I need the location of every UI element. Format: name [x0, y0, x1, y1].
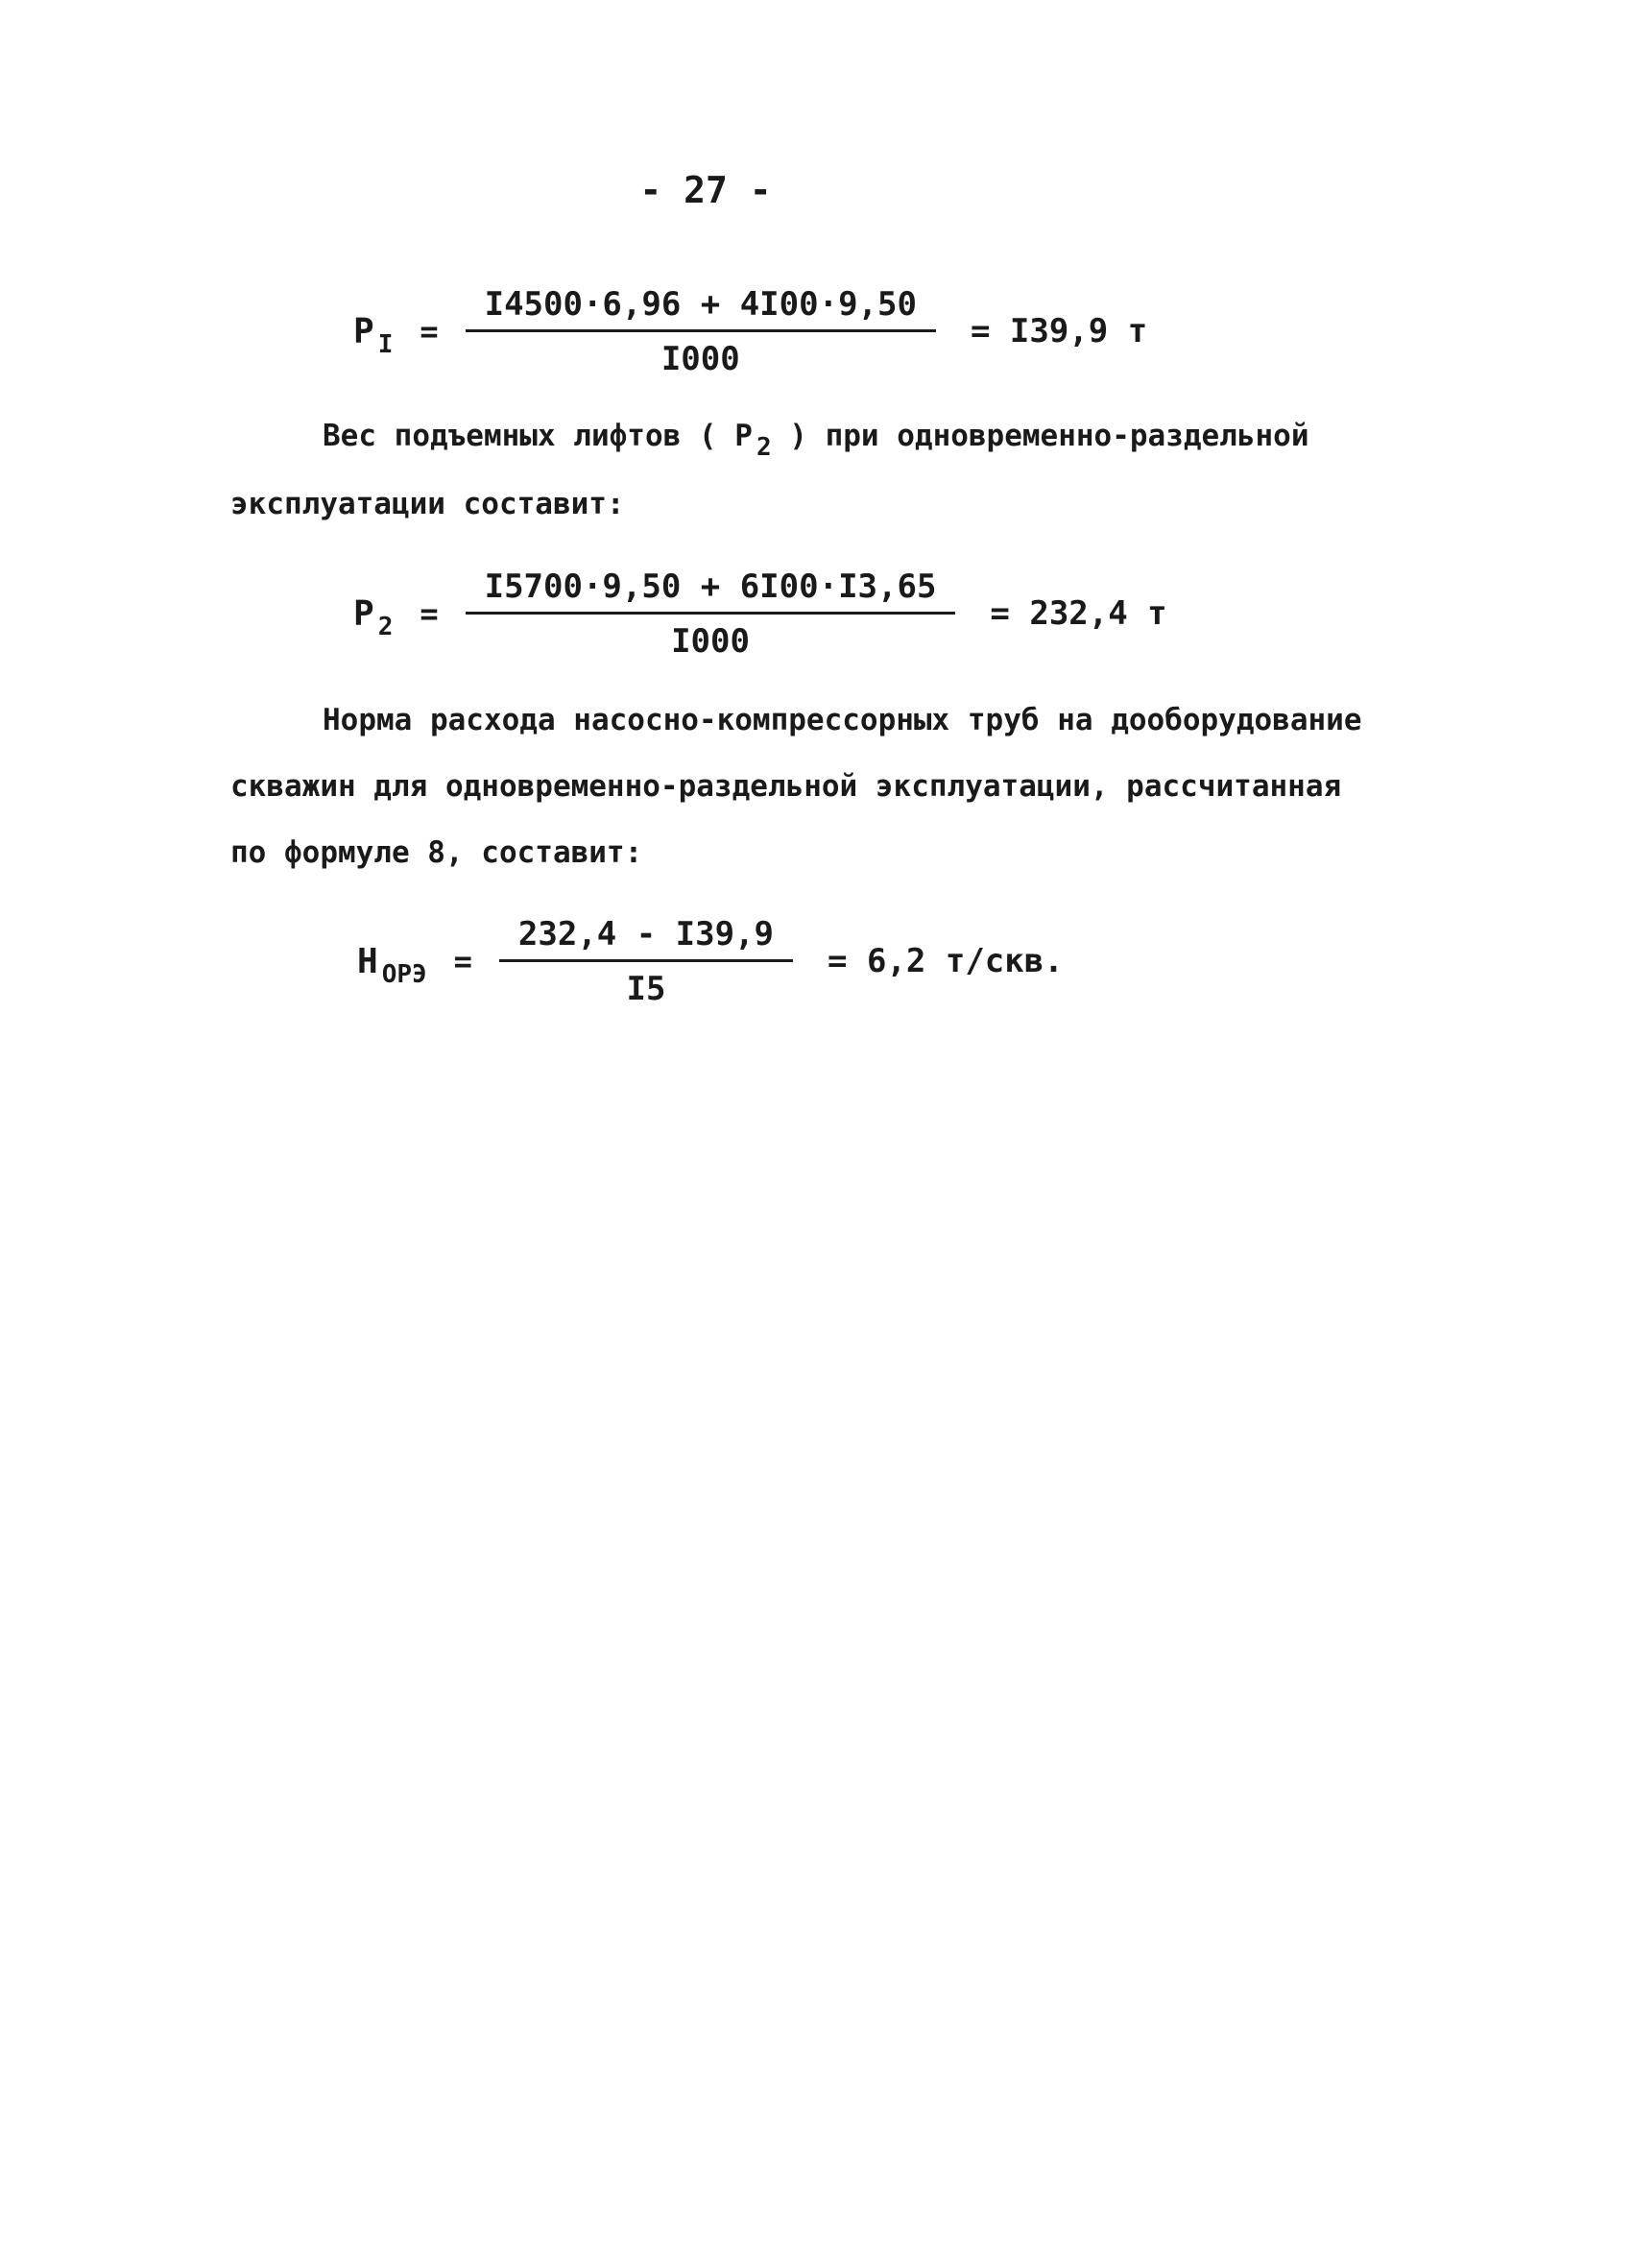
formula-p1-subscript: I	[377, 330, 394, 359]
paragraph-lift-weight-subscript: 2	[756, 433, 772, 462]
formula-n-ore-lhs	[357, 941, 427, 989]
formula-n-ore-result: = 6,2 т/скв.	[828, 942, 1064, 980]
paragraph-consumption-norm-line-1: Норма расхода насосно-компрессорных труб на дооборудование	[323, 703, 1362, 737]
formula-p2-numerator: I5700·9,50 + 6I00·I3,65	[484, 567, 937, 606]
formula-p2-denominator: I000	[671, 621, 750, 661]
formula-p1	[353, 278, 1147, 384]
formula-p1-result: = I39,9 т	[970, 312, 1148, 350]
formula-p1-symbol: P	[353, 311, 374, 351]
formula-n-ore	[357, 908, 1064, 1014]
formula-p2-subscript: 2	[377, 613, 394, 641]
formula-p2-symbol: P	[353, 593, 374, 634]
formula-p1-fraction	[466, 285, 936, 378]
paragraph-lift-weight	[230, 403, 1382, 538]
formula-n-ore-fraction	[499, 915, 793, 1008]
paragraph-consumption-norm	[230, 688, 1382, 886]
paragraph-lift-weight-line-1-text: Вес подъемных лифтов ( Р	[323, 419, 753, 453]
paragraph-lift-weight-line-1-end: ) при одновременно-раздельной	[771, 419, 1309, 453]
formula-p2-fraction	[466, 567, 956, 661]
paragraph-lift-weight-line-2: эксплуатации составит:	[230, 487, 625, 521]
formula-p1-numerator: I4500·6,96 + 4I00·9,50	[484, 284, 917, 324]
paragraph-consumption-norm-line-3: по формуле 8, составит:	[230, 835, 643, 870]
formula-n-ore-denominator: I5	[626, 969, 666, 1008]
formula-n-ore-symbol: Н	[357, 941, 378, 981]
paragraph-consumption-norm-line-2: скважин для одновременно-раздельной эксплуатации, рассчитанная	[230, 769, 1342, 804]
formula-p1-equals: =	[420, 313, 439, 350]
formula-p2-result: = 232,4 т	[990, 594, 1167, 633]
formula-p2-equals: =	[420, 595, 439, 632]
formula-p2	[353, 561, 1167, 666]
formula-p1-denominator: I000	[660, 339, 740, 378]
formula-n-ore-subscript: ОРЭ	[381, 960, 427, 989]
page-number: - 27 -	[639, 169, 772, 211]
formula-n-ore-numerator: 232,4 - I39,9	[517, 914, 775, 953]
formula-p1-lhs	[353, 311, 394, 359]
formula-p2-lhs	[353, 593, 394, 641]
paragraph-lift-weight-line-1	[230, 403, 1382, 471]
formula-n-ore-equals: =	[453, 943, 472, 979]
